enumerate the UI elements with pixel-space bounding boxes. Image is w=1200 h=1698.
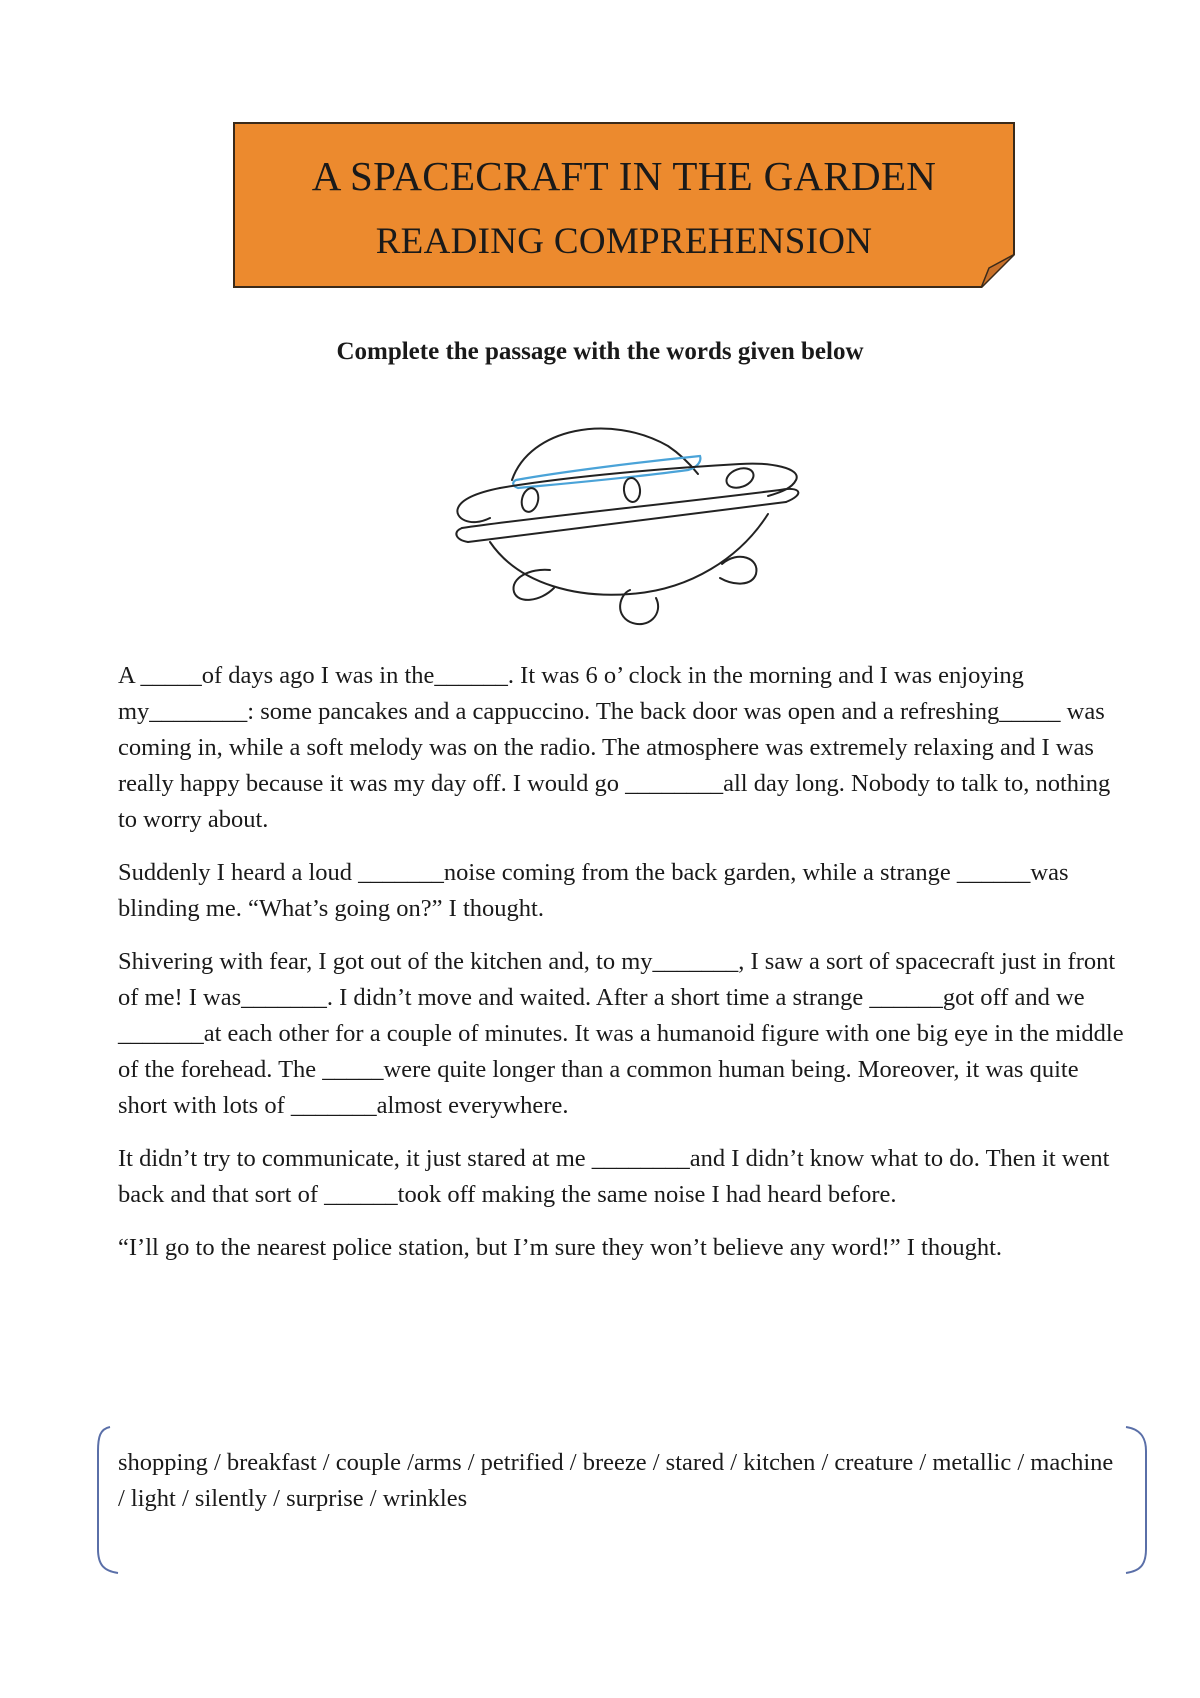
reading-passage	[118, 658, 1128, 1283]
passage-paragraph-1: A _____of days ago I was in the______. It was 6 o’ clock in the morning and I was enjoying my________: some pancakes and a cappuccino. The back door was open and a refreshing_____ was coming in, while a soft melody was on the radio. The atmosphere was extremely relaxing and I was really happy because it was my day off. I would go ________all day long. Nobody to talk to, nothing to worry about.	[118, 662, 1111, 833]
page-curl-icon	[981, 254, 1015, 288]
passage-paragraph-2: Suddenly I heard a loud _______noise coming from the back garden, while a strange ______was blinding me. “What’s going on?” I thought.	[118, 859, 1069, 922]
title-banner	[233, 122, 1015, 288]
word-bank-list: shopping / breakfast / couple /arms / petrified / breeze / stared / kitchen / creature / metallic / machine / light / silently / surprise / wrinkles	[118, 1449, 1114, 1512]
passage-paragraph-4: It didn’t try to communicate, it just stared at me ________and I didn’t know what to do. Then it went back and that sort of ______took off making the same noise I had heard before.	[118, 1145, 1110, 1208]
worksheet-subtitle: READING COMPREHENSION	[375, 221, 873, 262]
passage-paragraph-3: Shivering with fear, I got out of the kitchen and, to my_______, I saw a sort of spacecraft just in front of me! I was_______. I didn’t move and waited. After a short time a strange ______got off and we _______at each other for a couple of minutes. It was a humanoid figure with one big eye in the middle of the forehead. The _____were quite longer than a common human being. Moreover, it was quite short with lots of _______almost everywhere.	[118, 948, 1124, 1119]
passage-paragraph-5: “I’ll go to the nearest police station, but I’m sure they won’t believe any word!” I thought.	[118, 1234, 1003, 1261]
ufo-spacecraft-icon	[450, 418, 810, 630]
instruction-text: Complete the passage with the words given below	[336, 338, 864, 365]
word-bank-box	[96, 1425, 1148, 1575]
worksheet-title: A SPACECRAFT IN THE GARDEN	[311, 153, 937, 199]
